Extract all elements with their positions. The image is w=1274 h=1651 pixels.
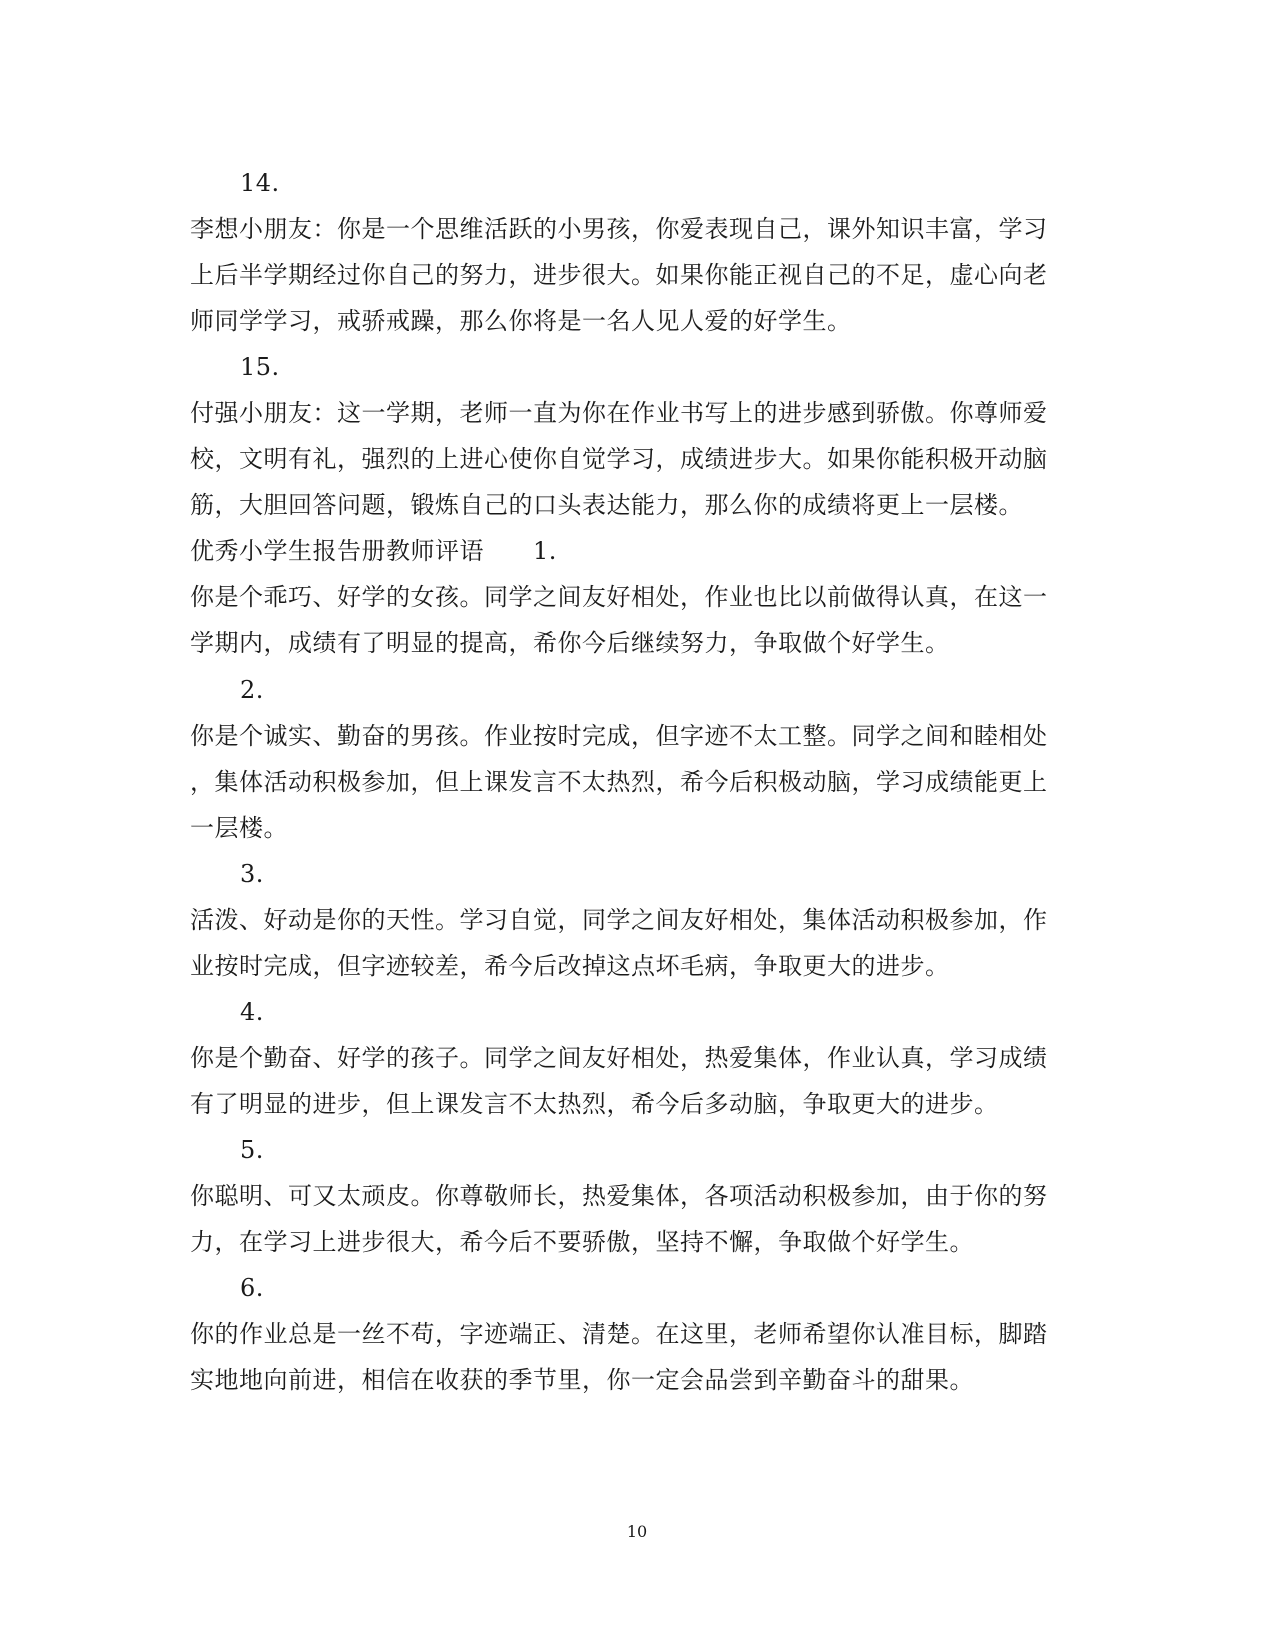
text-line: 你聪明、可又太顽皮。你尊敬师长，热爱集体，各项活动积极参加，由于你的努	[190, 1182, 1048, 1210]
text-line: 上后半学期经过你自己的努力，进步很大。如果你能正视自己的不足，虚心向老	[190, 261, 1048, 289]
text-line: ，集体活动积极参加，但上课发言不太热烈，希今后积极动脑，学习成绩能更上	[190, 768, 1048, 796]
text-line: 李想小朋友：你是一个思维活跃的小男孩，你爱表现自己，课外知识丰富，学习	[190, 215, 1048, 243]
text-line: 实地地向前进，相信在收获的季节里，你一定会品尝到辛勤奋斗的甜果。	[190, 1366, 974, 1394]
text-line: 付强小朋友：这一学期，老师一直为你在作业书写上的进步感到骄傲。你尊师爱	[190, 399, 1048, 427]
item-number: 15.	[240, 353, 280, 381]
text-line: 你是个诚实、勤奋的男孩。作业按时完成，但字迹不太工整。同学之间和睦相处	[190, 722, 1048, 750]
item-number: 2.	[240, 676, 264, 704]
item-number: 3.	[240, 860, 264, 888]
text-line: 活泼、好动是你的天性。学习自觉，同学之间友好相处，集体活动积极参加，作	[190, 906, 1048, 934]
item-number: 4.	[240, 998, 264, 1026]
item-number: 14.	[240, 169, 280, 197]
text-line: 你的作业总是一丝不苟，字迹端正、清楚。在这里，老师希望你认准目标，脚踏	[190, 1320, 1048, 1348]
item-number: 5.	[240, 1136, 264, 1164]
text-line: 你是个乖巧、好学的女孩。同学之间友好相处，作业也比以前做得认真，在这一	[190, 583, 1048, 611]
text-line: 业按时完成，但字迹较差，希今后改掉这点坏毛病，争取更大的进步。	[190, 952, 950, 980]
text-line: 你是个勤奋、好学的孩子。同学之间友好相处，热爱集体，作业认真，学习成绩	[190, 1044, 1048, 1072]
text-line: 校，文明有礼，强烈的上进心使你自觉学习，成绩进步大。如果你能积极开动脑	[190, 445, 1048, 473]
page-number: 10	[626, 1522, 648, 1541]
text-line: 一层楼。	[190, 814, 288, 842]
text-line: 师同学学习，戒骄戒躁，那么你将是一名人见人爱的好学生。	[190, 307, 852, 335]
text-line: 力，在学习上进步很大，希今后不要骄傲，坚持不懈，争取做个好学生。	[190, 1228, 974, 1256]
section-heading: 优秀小学生报告册教师评语 1.	[190, 537, 557, 565]
item-number: 6.	[240, 1274, 264, 1302]
text-line: 筋，大胆回答问题，锻炼自己的口头表达能力，那么你的成绩将更上一层楼。	[190, 491, 1023, 519]
text-line: 有了明显的进步，但上课发言不太热烈，希今后多动脑，争取更大的进步。	[190, 1090, 999, 1118]
text-line: 学期内，成绩有了明显的提高，希你今后继续努力，争取做个好学生。	[190, 629, 950, 657]
